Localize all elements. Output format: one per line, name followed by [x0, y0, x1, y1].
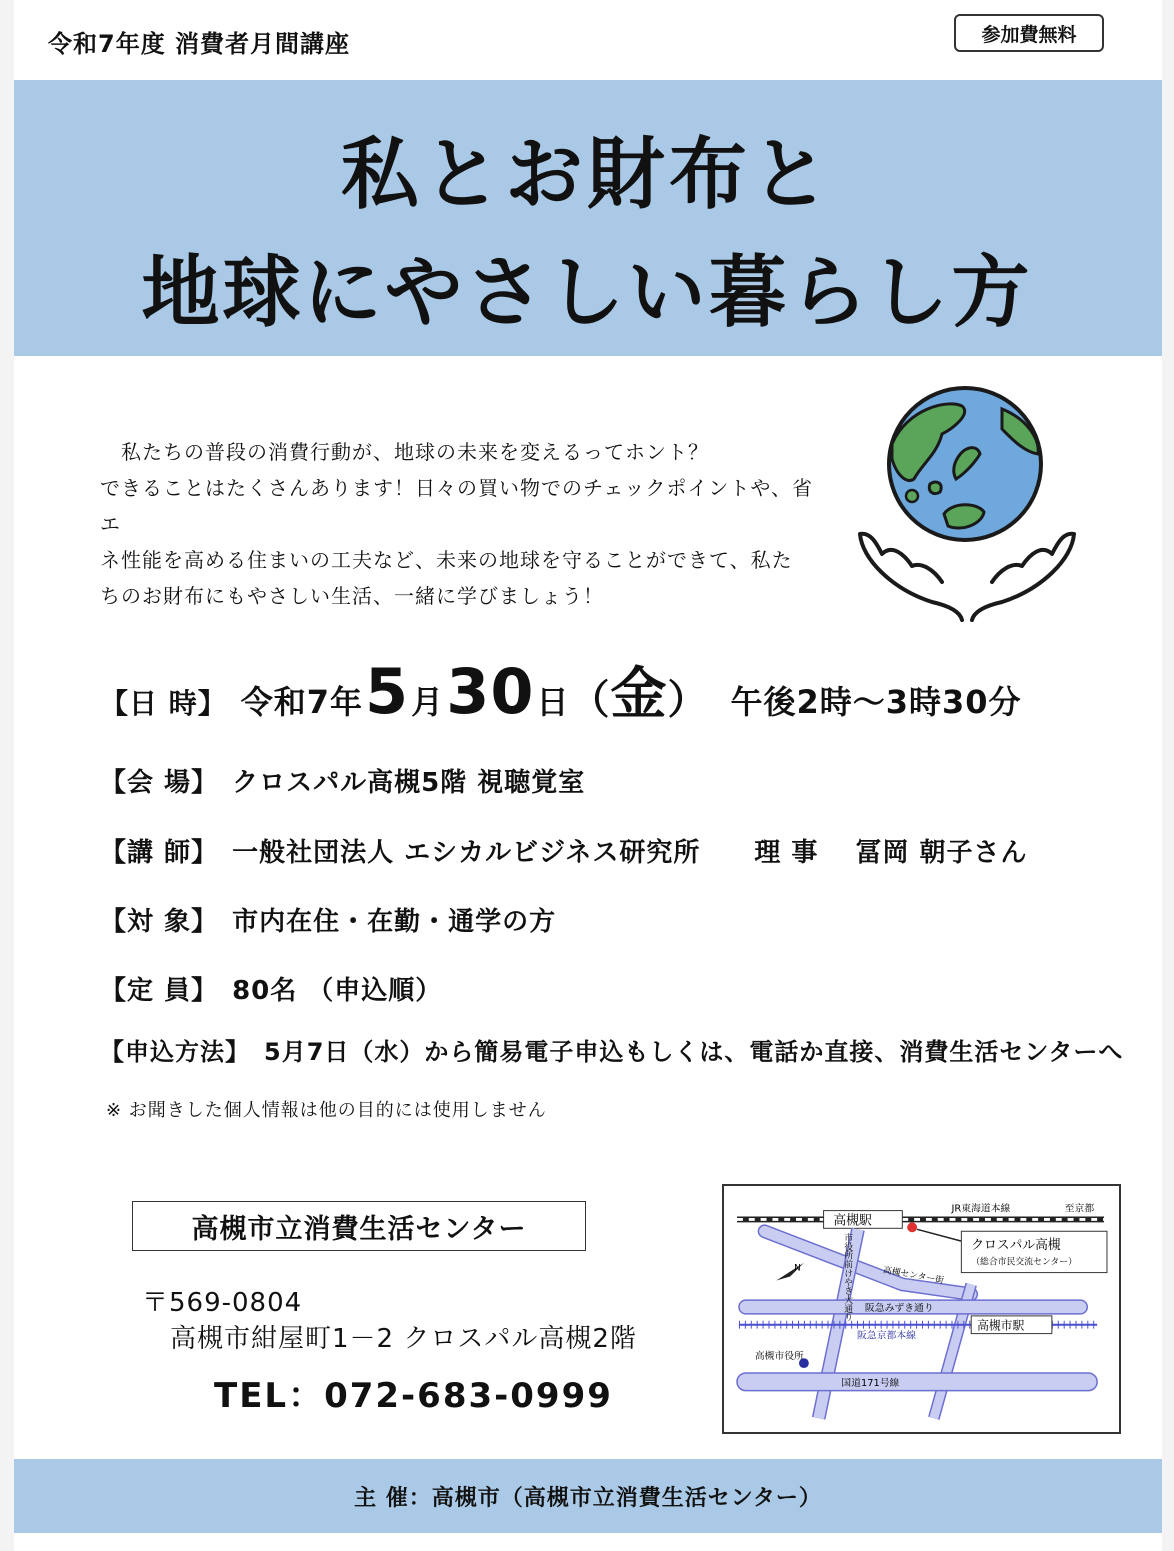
city-hall-street-label: 市役所前けやき大通り [842, 1233, 853, 1322]
intro-line: 私たちの普段の消費行動が、地球の未来を変えるってホント？ [100, 440, 709, 464]
lecturer-value: 一般社団法人 エシカルビジネス研究所 理 事 冨岡 朝子さん [232, 838, 1028, 868]
hankyu-station-label: 高槻市駅 [977, 1318, 1025, 1333]
month-unit: 月 [411, 683, 445, 721]
paren-open: （ [569, 677, 611, 723]
event-era: 令和7年 [240, 683, 364, 721]
application-row [100, 1032, 1123, 1067]
paren-close: ） [667, 677, 709, 723]
intro-line: ちのお財布にもやさしい生活、一緒に学びましょう！ [100, 584, 604, 608]
crosspal-marker [907, 1222, 917, 1232]
lecturer-label: 【講 師】 [100, 838, 219, 868]
application-value: 5月7日（水）から簡易電子申込もしくは、電話か直接、消費生活センターへ [264, 1038, 1124, 1066]
postal-code: 〒569-0804 [142, 1288, 303, 1318]
to-kyoto-label: 至京都 [1064, 1203, 1095, 1215]
event-time: 午後2時～3時30分 [730, 683, 1022, 721]
target-row [100, 901, 556, 938]
venue-row [100, 762, 585, 799]
crosspal-sublabel: （総合市民交流センター） [971, 1257, 1077, 1268]
org-name-box: 高槻市立消費生活センター [132, 1201, 586, 1251]
privacy-note: ※ お聞きした個人情報は他の目的には使用しません [106, 1100, 547, 1121]
application-label: 【申込方法】 [100, 1038, 250, 1066]
capacity-row [100, 970, 442, 1007]
event-weekday: 金 [610, 662, 668, 727]
left-hand-icon [860, 534, 962, 620]
capacity-label: 【定 員】 [100, 976, 219, 1006]
center-street-label: 高槻センター街 [882, 1265, 945, 1287]
event-day: 30 [446, 655, 535, 728]
fee-badge: 参加費無料 [954, 14, 1104, 52]
telephone-number: TEL：072-683-0999 [214, 1376, 613, 1416]
crosspal-leader [917, 1229, 961, 1241]
day-unit: 日 [536, 683, 570, 721]
right-hand-icon [972, 534, 1074, 620]
intro-line: できることはたくさんあります！日々の買い物でのチェックポイントや、省エ [100, 476, 813, 536]
city-hall-label: 高槻市役所 [754, 1351, 804, 1363]
datetime-label: 【日 時】 [100, 687, 227, 720]
jr-station-label: 高槻駅 [833, 1213, 872, 1229]
route-171-road [737, 1373, 1097, 1391]
access-map [722, 1184, 1121, 1434]
jr-line-label: JR東海道本線 [951, 1203, 1011, 1215]
crosspal-label: クロスパル高槻 [971, 1237, 1061, 1253]
series-label: 令和7年度 消費者月間講座 [48, 30, 351, 58]
title-line-2: 地球にやさしい暮らし方 [141, 248, 1033, 338]
intro-text [100, 434, 820, 614]
route-171-label: 国道171号線 [841, 1377, 900, 1389]
venue-value: クロスパル高槻5階 視聴覚室 [232, 768, 586, 798]
island-shape [906, 490, 918, 502]
target-value: 市内在住・在勤・通学の方 [232, 907, 557, 937]
target-label: 【対 象】 [100, 907, 219, 937]
venue-label: 【会 場】 [100, 768, 219, 798]
island-shape [929, 482, 941, 494]
lecturer-row [100, 832, 1028, 869]
title-line-1: 私とお財布と [340, 130, 833, 220]
street-address: 高槻市紺屋町1－2 クロスパル高槻2階 [170, 1324, 637, 1354]
globe-in-hands-illustration [852, 384, 1082, 624]
capacity-value: 80名 （申込順） [232, 976, 443, 1006]
footer-organizer: 主 催：高槻市（高槻市立消費生活センター） [14, 1459, 1162, 1533]
hankyu-line-label: 阪急京都本線 [857, 1330, 917, 1342]
event-month: 5 [365, 655, 410, 728]
mizuki-road-label: 阪急みずき通り [864, 1302, 934, 1314]
datetime-row [100, 650, 1022, 730]
intro-line: ネ性能を高める住まいの工夫など、未来の地球を守ることができて、私た [100, 548, 793, 572]
north-label: N [794, 1263, 801, 1274]
